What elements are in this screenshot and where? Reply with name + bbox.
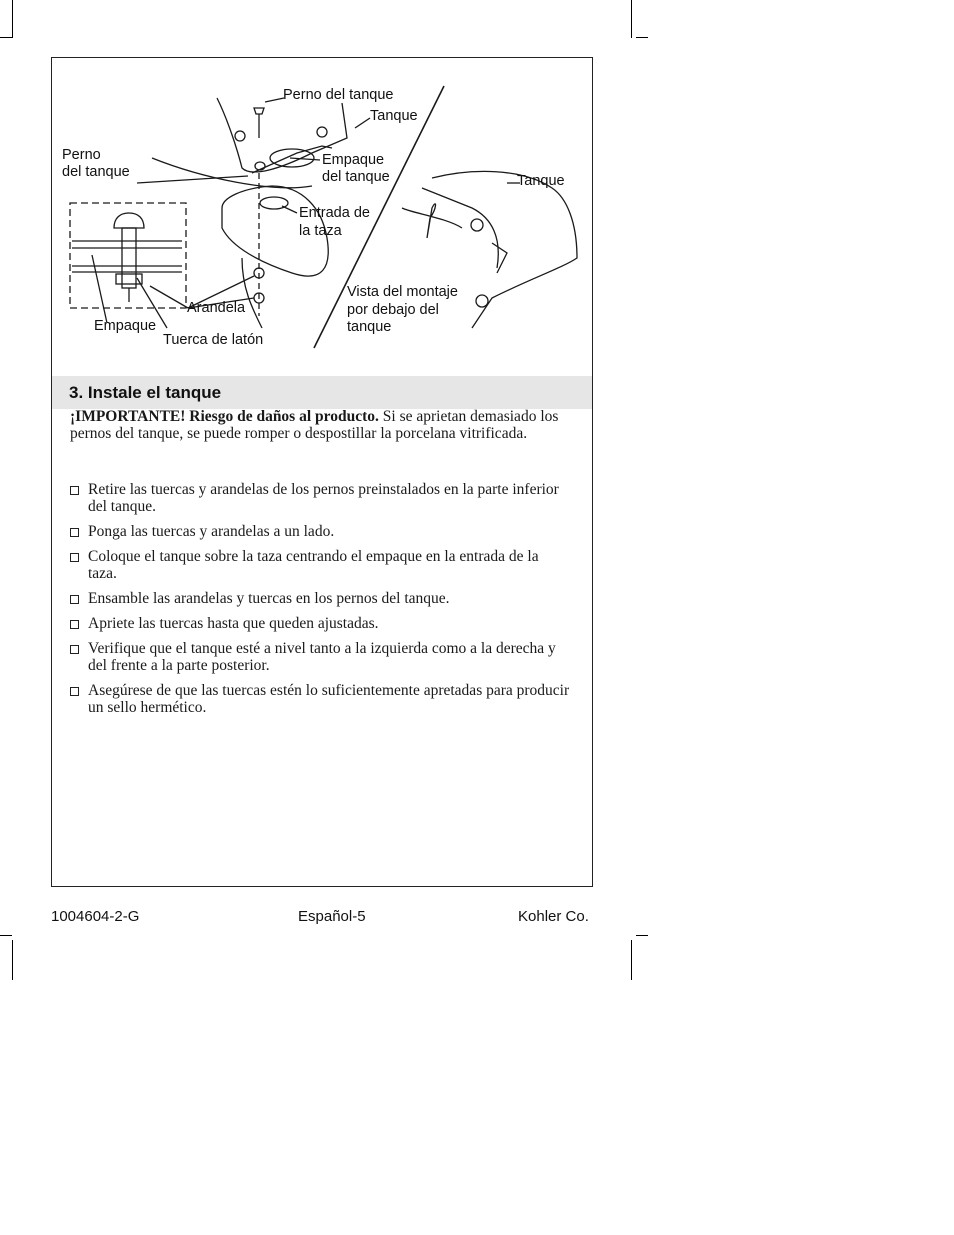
checkbox-square-icon (70, 645, 79, 654)
checklist-item (70, 682, 570, 716)
crop-mark (636, 37, 648, 38)
checkbox-square-icon (70, 553, 79, 562)
checklist-item (70, 523, 570, 540)
label-vista-line1: Vista del montaje (347, 284, 458, 300)
checklist-item (70, 615, 570, 632)
footer-company: Kohler Co. (518, 908, 589, 925)
step-checklist (70, 481, 570, 724)
checkbox-square-icon (70, 620, 79, 629)
label-perno-tanque-top: Perno del tanque (283, 87, 394, 103)
label-perno-left-line2: del tanque (62, 164, 130, 180)
checklist-item-text: Apriete las tuercas hasta que queden ajustadas. (88, 615, 379, 632)
label-arandela: Arandela (187, 300, 246, 316)
crop-mark (0, 37, 12, 38)
label-vista-line2: por debajo del (347, 302, 439, 318)
important-notice (70, 408, 570, 442)
label-tanque-right: Tanque (517, 173, 565, 189)
checklist-item-text: Retire las tuercas y arandelas de los pernos preinstalados en la parte inferior del tanque. (88, 481, 559, 515)
crop-mark (631, 940, 632, 980)
checklist-item-text: Ponga las tuercas y arandelas a un lado. (88, 523, 335, 540)
checklist-item-text: Ensamble las arandelas y tuercas en los pernos del tanque. (88, 590, 450, 607)
important-notice-text: Si se aprietan demasiado los pernos del tanque, se puede romper o despostillar la porcelana vitrificada. (70, 408, 559, 442)
checkbox-square-icon (70, 486, 79, 495)
section-title: 3. Instale el tanque (69, 383, 222, 402)
crop-mark (0, 935, 12, 936)
crop-mark (631, 0, 632, 38)
important-notice-bold: ¡IMPORTANTE! Riesgo de daños al producto. (70, 408, 379, 425)
checklist-item (70, 640, 570, 674)
checklist-item (70, 481, 570, 515)
checklist-item-text: Verifique que el tanque esté a nivel tanto a la izquierda como a la derecha y del frente a la parte posterior. (88, 640, 556, 674)
tank-installation-illustration (52, 58, 592, 376)
label-entrada-line1: Entrada de (299, 205, 370, 221)
checklist-item-text: Asegúrese de que las tuercas estén lo suficientemente apretadas para producir un sello hermético. (88, 682, 570, 716)
label-vista-line3: tanque (347, 319, 392, 335)
label-empaque-tanque-line1: Empaque (322, 152, 385, 168)
content-frame (51, 57, 593, 887)
label-empaque: Empaque (94, 318, 157, 334)
label-entrada-line2: la taza (299, 223, 342, 239)
checkbox-square-icon (70, 595, 79, 604)
section-header-bar (52, 376, 592, 409)
label-tuerca: Tuerca de latón (163, 332, 264, 348)
checkbox-square-icon (70, 687, 79, 696)
label-tanque-top: Tanque (370, 108, 418, 124)
footer-doc-number: 1004604-2-G (51, 908, 140, 925)
crop-mark (12, 940, 13, 980)
label-perno-left-line1: Perno (62, 147, 101, 163)
checklist-item (70, 590, 570, 607)
checkbox-square-icon (70, 528, 79, 537)
checklist-item (70, 548, 570, 582)
label-empaque-tanque-line2: del tanque (322, 169, 390, 185)
crop-mark (12, 0, 13, 38)
footer-page-number: Español-5 (298, 908, 366, 925)
checklist-item-text: Coloque el tanque sobre la taza centrando el empaque en la entrada de la taza. (88, 548, 539, 582)
crop-mark (636, 935, 648, 936)
